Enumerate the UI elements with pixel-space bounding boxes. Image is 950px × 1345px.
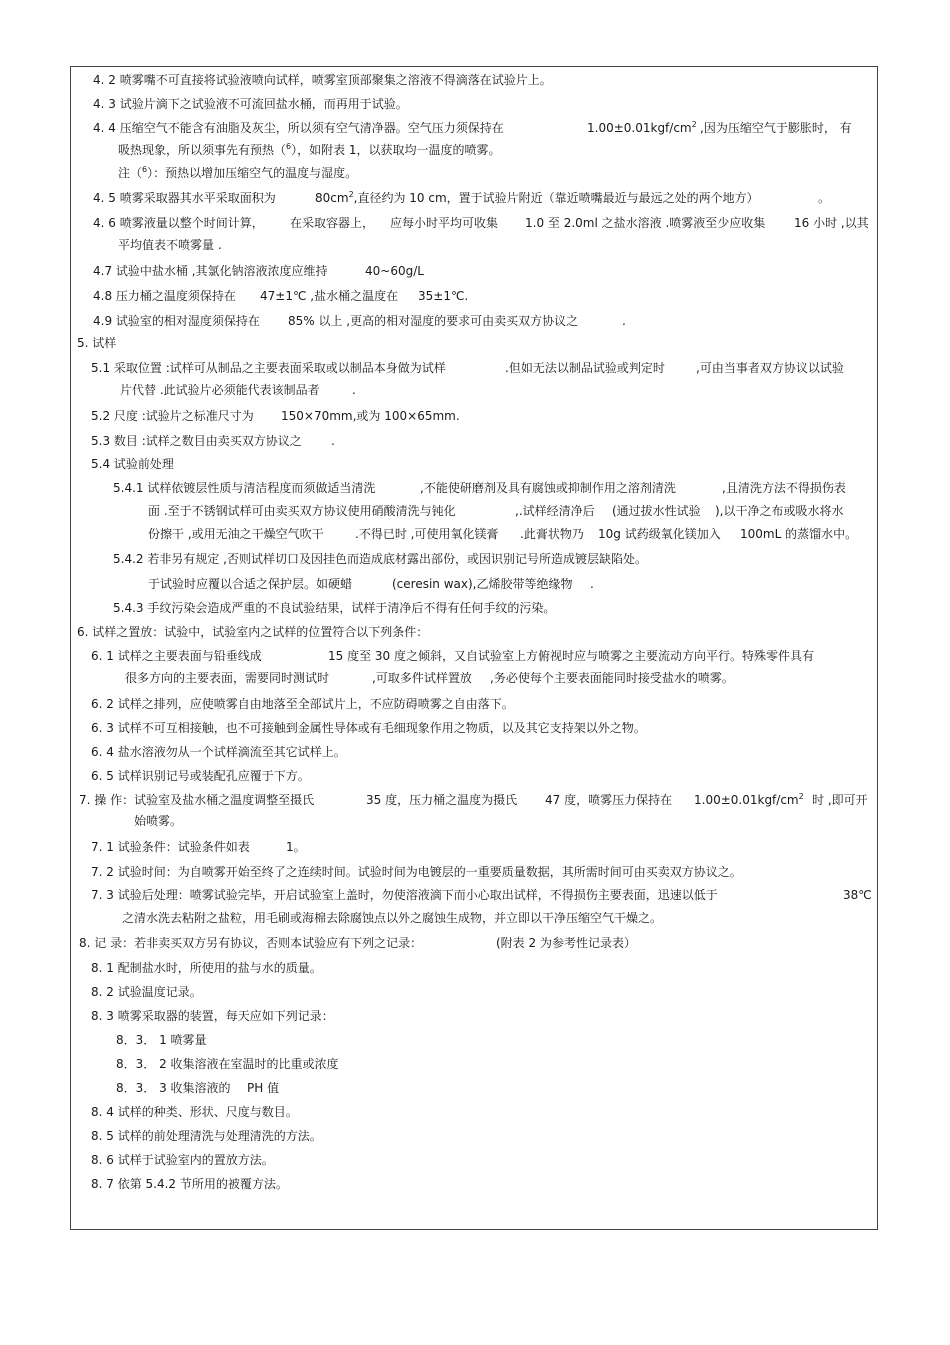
section-8-heading: 8. 记 录：若非卖买双方另有协议，否则本试验应有下列之记录： [79,936,423,950]
clause-4-9: 4.9 试验室的相对湿度须保持在 [93,314,260,328]
clause-7-2: 7. 2 试验时间：为自喷雾开始至终了之连续时间。试验时间为电镀层的一重要质量数据，其所需时间可由买卖双方协议之。 [91,865,742,879]
clause-4-9-end: . [622,314,626,328]
clause-4-6-e: 16 小时 ,以其 [794,216,869,230]
section-7-cont: 始喷雾。 [134,814,183,828]
clause-5-4-2-cont: 于试验时应覆以合适之保护层。如硬蜡 [148,577,353,591]
clause-8-3-1: 8．3． 1 喷雾量 [116,1033,207,1047]
clause-5-4-1-cont2-e: 100mL 的蒸馏水中。 [740,527,858,541]
clause-4-5-area: $80cm^2$,直径约为 10 cm，置于试验片附近（靠近喷嘴最近与最远之处的两个地方） [315,190,759,205]
clause-5-4-1-cont2-d: 10g 试药级氧化镁加入 [598,527,721,541]
clause-5-3-end: . [331,434,335,448]
clause-5-1-b: .但如无法以制品试验或判定时 [505,361,665,375]
clause-5-4-1: 5.4.1 试样依镀层性质与清洁程度而须做适当清洗 [113,481,376,495]
clause-6-1: 6. 1 试样之主要表面与铅垂线成 [91,649,262,663]
clause-8-3-2: 8．3． 2 收集溶液在室温时的比重或浓度 [116,1057,339,1071]
clause-8-3: 8. 3 喷雾采取器的装置，每天应如下列记录： [91,1009,334,1023]
clause-5-4-1-c: ,且清洗方法不得损伤表 [722,481,846,495]
section-8-ref: (附表 2 为参考性记录表） [496,936,636,950]
clause-5-4-1-cont1-c: (通过拔水性试验 [612,504,701,518]
clause-5-1-cont: 片代替 .此试验片必须能代表该制品者 [120,383,320,397]
clause-5-2: 5.2 尺度 :试验片之标准尺寸为 [91,409,254,423]
clause-6-1-b: 15 度至 30 度之倾斜，又自试验室上方俯视时应与喷雾之主要流动方向平行。特殊零件具有 [328,649,814,663]
clause-5-4-1-b: ,不能使研磨剂及具有腐蚀或抑制作用之溶剂清洗 [420,481,676,495]
clause-7-3-cont: 之清水洗去粘附之盐粒，用毛刷或海棉去除腐蚀点以外之腐蚀生成物，并立即以干净压缩空气干燥之。 [122,911,663,925]
section-6-heading: 6. 试样之置放：试验中，试验室内之试样的位置符合以下列条件： [77,625,429,639]
clause-5-4-1-cont2-c: .此膏状物乃 [520,527,584,541]
section-5-heading: 5. 试样 [77,336,117,350]
clause-5-3: 5.3 数目 :试样之数目由卖买双方协议之 [91,434,302,448]
clause-5-1: 5.1 采取位置 :试样可从制品之主要表面采取或以制品本身做为试样 [91,361,446,375]
clause-5-4-2-end: . [590,577,594,591]
clause-5-4-1-cont2-b: .不得已时 ,可使用氧化镁膏 [355,527,499,541]
clause-4-6-cont: 平均值表不喷雾量 . [118,238,222,252]
clause-4-6-c: 应每小时平均可收集 [390,216,499,230]
clause-4-2: 4. 2 喷雾嘴不可直接将试验液喷向试样，喷雾室顶部聚集之溶液不得滴落在试验片上。 [93,73,552,87]
clause-6-1-cont-b: ,可取多件试样置放 [372,671,472,685]
clause-8-3-3: 8．3． 3 收集溶液的 [116,1081,231,1095]
clause-8-4: 8. 4 试样的种类、形状、尺度与数目。 [91,1105,298,1119]
clause-7-3-temp: 38℃ [843,888,872,902]
clause-4-7: 4.7 试验中盐水桶 ,其氯化钠溶液浓度应维持 [93,264,328,278]
clause-5-4-1-cont1-d: ),以干净之布或吸水将水 [715,504,844,518]
clause-5-2-b: 150×70mm,或为 100×65mm. [281,409,460,423]
clause-4-5-end: 。 [818,191,831,205]
clause-4-6: 4. 6 喷雾液量以整个时间计算， [93,216,264,230]
clause-7-1: 7. 1 试验条件：试验条件如表 [91,840,250,854]
clause-8-1: 8. 1 配制盐水时，所使用的盐与水的质量。 [91,961,322,975]
clause-6-2: 6. 2 试样之排列，应使喷雾自由地落至全部试片上，不应防碍喷雾之自由落下。 [91,697,514,711]
clause-8-6: 8. 6 试样于试验室内的置放方法。 [91,1153,274,1167]
clause-5-4-2: 5.4.2 若非另有规定 ,否则试样切口及因挂色而造成底材露出部份，或因识别记号所造成镀层缺陷处。 [113,552,647,566]
clause-7-1-b: 1。 [286,840,306,854]
clause-4-6-d: 1.0 至 2.0ml 之盐水溶液 .喷雾液至少应收集 [525,216,766,230]
clause-4-8: 4.8 压力桶之温度须保持在 [93,289,236,303]
clause-8-2: 8. 2 试验温度记录。 [91,985,202,999]
section-7-d: 时 ,即可开 [812,793,868,807]
clause-6-1-cont-c: ,务必使每个主要表面能同时接受盐水的喷雾。 [490,671,734,685]
clause-4-7-value: 40~60g/L [365,264,424,278]
clause-5-4-2-cont-b: (ceresin wax),乙烯胶带等绝缘物 [392,577,573,591]
clause-4-5: 4. 5 喷雾采取器其水平采取面积为 [93,191,276,205]
clause-8-5: 8. 5 试样的前处理清洗与处理清洗的方法。 [91,1129,322,1143]
clause-6-4: 6. 4 盐水溶液勿从一个试样滴流至其它试样上。 [91,745,346,759]
pressure-value: $1.00\pm 0.01kgf/cm^2$ [587,120,697,135]
clause-5-4-3: 5.4.3 手纹污染会造成严重的不良试验结果，试样于清净后不得有任何手纹的污染。 [113,601,556,615]
section-7-c: 47 度，喷雾压力保持在 [545,793,673,807]
clause-5-4-1-cont2: 份擦干 ,或用无油之干燥空气吹干 [148,527,324,541]
clause-6-5: 6. 5 试样识别记号或装配孔应覆于下方。 [91,769,310,783]
clause-4-4-cont: 吸热现象，所以须事先有预热（$^6$），如附表 1，以获取均一温度的喷雾。 [118,142,501,157]
section-7-heading: 7. 操 作：试验室及盐水桶之温度调整至摄氏 [79,793,315,807]
clause-4-4: 4. 4 压缩空气不能含有油脂及灰尘，所以须有空气清净器。空气压力须保持在 [93,121,504,135]
section-7-pressure: $1.00\pm 0.01kgf/cm^2$ [694,792,804,807]
clause-4-8-b: 47±1℃ ,盐水桶之温度在 [260,289,399,303]
clause-4-4-tail: ,因为压缩空气于膨胀时， 有 [700,121,852,135]
note-6: 注（$^6$）：预热以增加压缩空气的温度与湿度。 [118,165,358,180]
section-7-b: 35 度，压力桶之温度为摄氏 [366,793,518,807]
clause-4-9-b: 85% 以上 ,更高的相对湿度的要求可由卖买双方协议之 [288,314,579,328]
clause-5-4-1-cont1: 面 .至于不锈钢试样可由卖买双方协议使用硝酸清洗与钝化 [148,504,456,518]
clause-8-3-3-b: PH 值 [247,1081,280,1095]
clause-4-3: 4. 3 试验片滴下之试验液不可流回盐水桶，而再用于试验。 [93,97,408,111]
clause-5-4-1-cont1-b: ,.试样经清净后 [515,504,595,518]
clause-8-7: 8. 7 依第 5.4.2 节所用的被覆方法。 [91,1177,288,1191]
clause-4-6-b: 在采取容器上， [290,216,375,230]
clause-6-3: 6. 3 试样不可互相接触，也不可接触到金属性导体或有毛细现象作用之物质，以及其它支持架以外之物。 [91,721,646,735]
clause-5-4: 5.4 试验前处理 [91,457,174,471]
clause-4-8-c: 35±1℃. [418,289,469,303]
clause-7-3: 7. 3 试验后处理：喷雾试验完毕，开启试验室上盖时，勿使溶液滴下而小心取出试样，不得损伤主要表面，迅速以低于 [91,888,718,902]
clause-5-1-c: ,可由当事者双方协议以试验 [696,361,844,375]
clause-5-1-end: . [352,383,356,397]
clause-6-1-cont: 很多方向的主要表面，需要同时测试时 [125,671,330,685]
